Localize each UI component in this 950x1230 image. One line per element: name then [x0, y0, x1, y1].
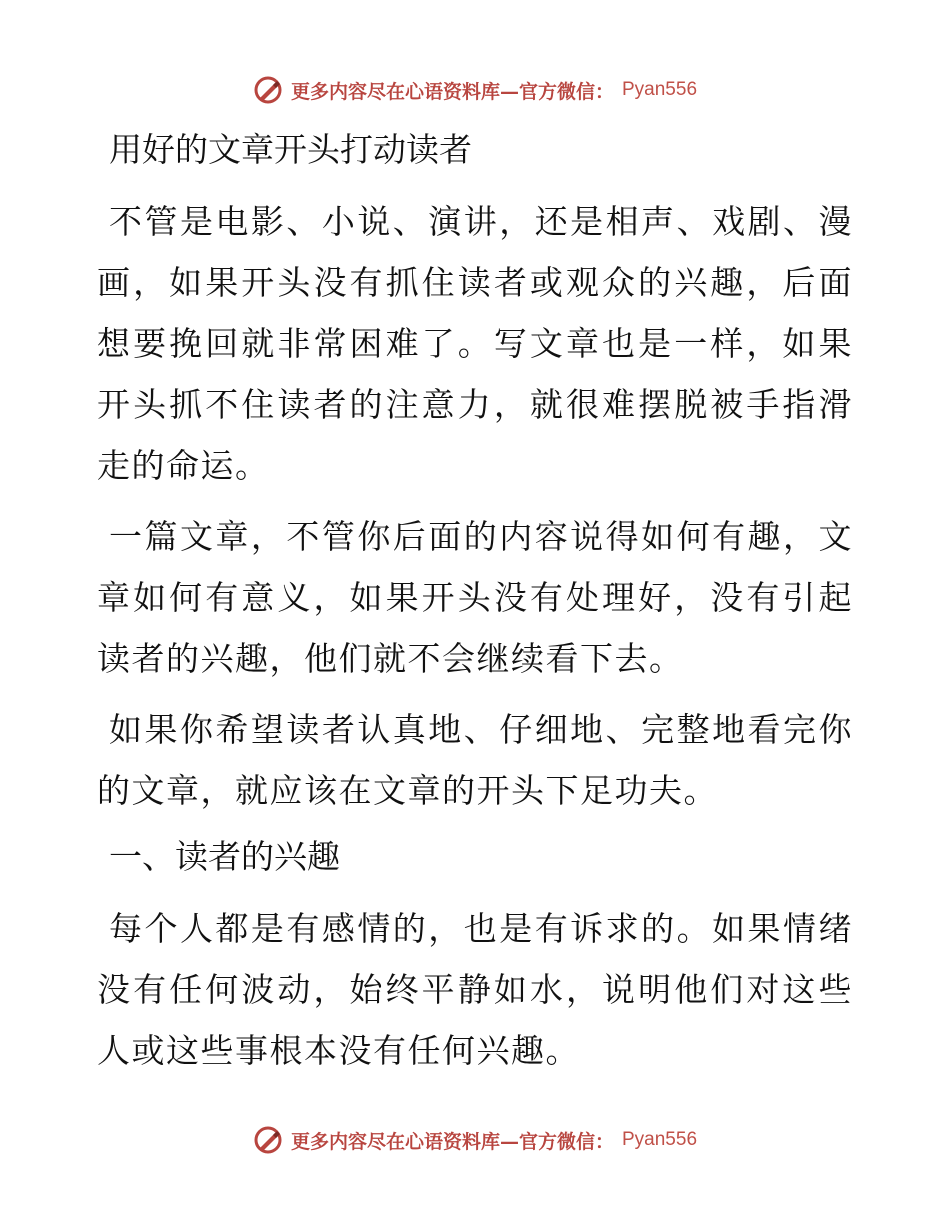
- pen-logo-icon: [253, 75, 283, 105]
- footer-watermark: [0, 1120, 950, 1160]
- watermark-text: 更多内容尽在心语资料库—官方微信：: [290, 80, 614, 103]
- article-title: 用好的文章开头打动读者: [109, 130, 472, 169]
- article-body: [97, 124, 853, 1091]
- paragraph: 如果你希望读者认真地、仔细地、完整地看完你的文章，就应该在文章的开头下足功夫。: [97, 710, 853, 810]
- paragraph: 不管是电影、小说、演讲，还是相声、戏剧、漫画，如果开头没有抓住读者或观众的兴趣，后面想要挽回就非常困难了。写文章也是一样，如果开头抓不住读者的注意力，就很难摆脱被手指滑走的命运。: [97, 202, 853, 485]
- header-watermark: [0, 70, 950, 110]
- pen-logo-icon: [253, 1125, 283, 1155]
- section-heading: 一、读者的兴趣: [109, 837, 340, 876]
- watermark-text: 更多内容尽在心语资料库—官方微信：: [290, 1130, 614, 1153]
- wechat-account: Pyan556: [622, 79, 698, 100]
- paragraph: 一篇文章，不管你后面的内容说得如何有趣，文章如何有意义，如果开头没有处理好，没有引起读者的兴趣，他们就不会继续看下去。: [97, 517, 853, 678]
- wechat-account: Pyan556: [622, 1129, 698, 1150]
- paragraph: 每个人都是有感情的，也是有诉求的。如果情绪没有任何波动，始终平静如水，说明他们对这些人或这些事根本没有任何兴趣。: [97, 909, 853, 1070]
